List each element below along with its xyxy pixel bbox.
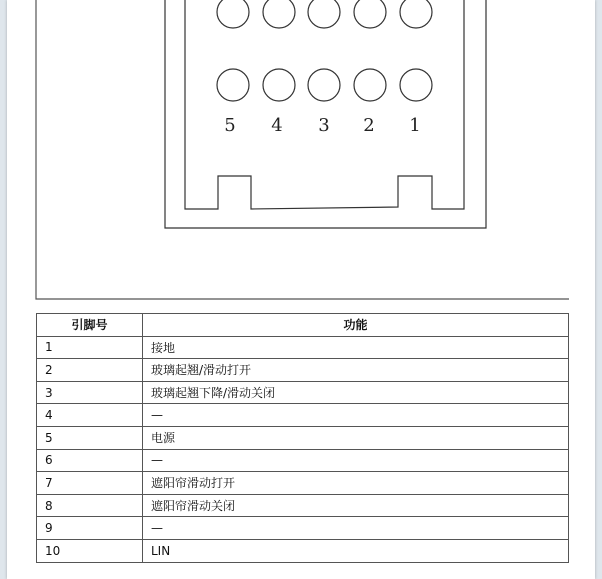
pin-number-cell: 10	[37, 539, 143, 562]
pin-number-cell: 1	[37, 336, 143, 359]
function-cell: —	[143, 517, 569, 540]
document-page	[7, 0, 595, 579]
function-cell: 玻璃起翘/滑动打开	[143, 359, 569, 382]
pin-number-cell: 7	[37, 472, 143, 495]
pin-number-cell: 6	[37, 449, 143, 472]
function-cell: 玻璃起翘下降/滑动关闭	[143, 381, 569, 404]
pin-9-circle	[263, 0, 295, 28]
pin-label-5: 5	[224, 115, 236, 136]
function-cell: LIN	[143, 539, 569, 562]
table-row	[37, 404, 569, 427]
function-cell: 遮阳帘滑动打开	[143, 472, 569, 495]
function-cell: 遮阳帘滑动关闭	[143, 494, 569, 517]
header-pin-number: 引脚号	[37, 314, 143, 337]
pin-number-cell: 2	[37, 359, 143, 382]
table-row	[37, 539, 569, 562]
table-row	[37, 426, 569, 449]
pin-8-circle	[308, 0, 340, 28]
pin-7-circle	[354, 0, 386, 28]
pin-2-circle	[354, 69, 386, 101]
connector-inner	[185, 0, 464, 209]
table-row	[37, 381, 569, 404]
function-cell: —	[143, 449, 569, 472]
pin-6-circle	[400, 0, 432, 28]
function-cell: —	[143, 404, 569, 427]
figure-frame	[36, 0, 569, 299]
pin-label-1: 1	[409, 115, 421, 136]
table-header-row	[37, 314, 569, 337]
pin-number-cell: 9	[37, 517, 143, 540]
table-row	[37, 336, 569, 359]
function-cell: 电源	[143, 426, 569, 449]
pin-10-circle	[217, 0, 249, 28]
table-row	[37, 359, 569, 382]
pin-3-circle	[308, 69, 340, 101]
function-cell: 接地	[143, 336, 569, 359]
pin-number-cell: 4	[37, 404, 143, 427]
table-row	[37, 517, 569, 540]
connector-outer	[165, 0, 486, 228]
pin-4-circle	[263, 69, 295, 101]
pin-label-4: 4	[271, 115, 283, 136]
pin-number-cell: 8	[37, 494, 143, 517]
pin-function-table	[36, 313, 569, 563]
pin-1-circle	[400, 69, 432, 101]
table-row	[37, 494, 569, 517]
pin-number-cell: 3	[37, 381, 143, 404]
pin-5-circle	[217, 69, 249, 101]
pin-label-2: 2	[363, 115, 375, 136]
connector-diagram	[7, 0, 595, 310]
table-row	[37, 449, 569, 472]
table-row	[37, 472, 569, 495]
pin-number-cell: 5	[37, 426, 143, 449]
pin-label-3: 3	[318, 115, 330, 136]
header-function: 功能	[143, 314, 569, 337]
